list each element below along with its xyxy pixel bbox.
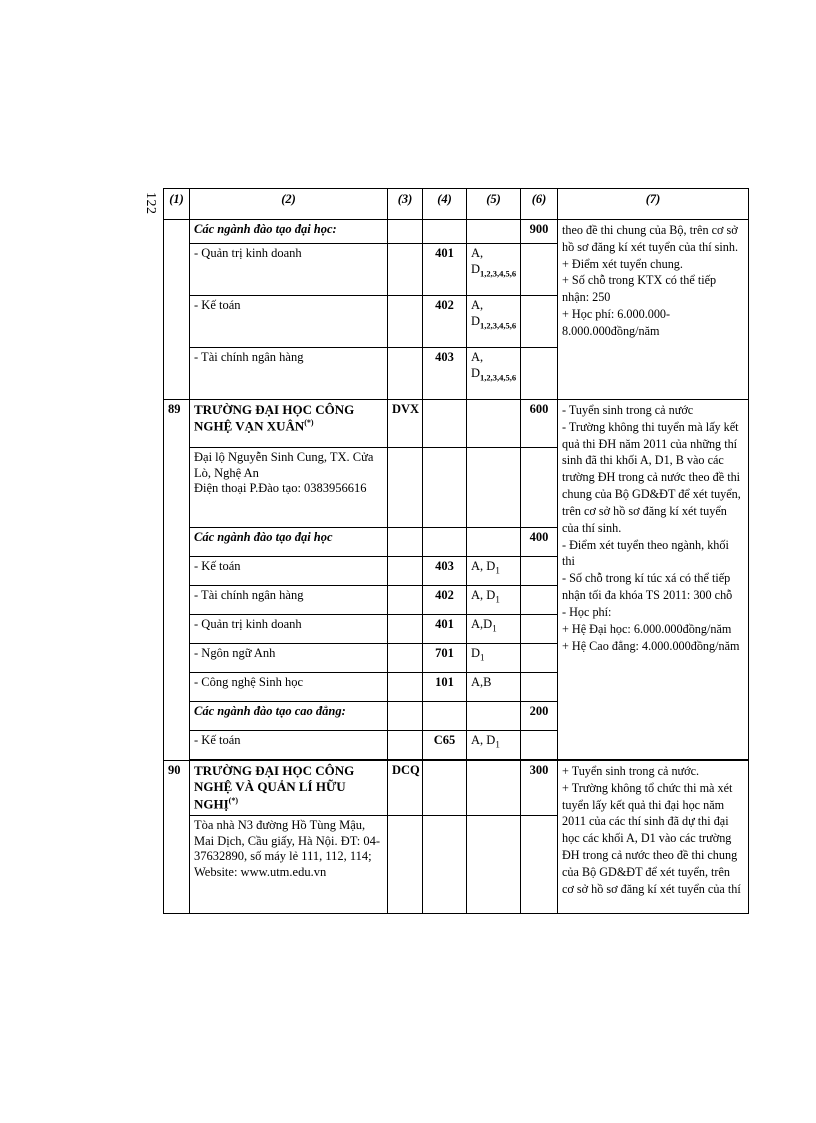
school-number: 89 bbox=[164, 400, 190, 761]
notes: theo đề thi chung của Bộ, trên cơ sở hồ sơ đăng kí xét tuyển của thí sinh. + Điểm xét tuyển chung. + Số chỗ trong KTX có thể tiếp nhận: 250 + Học phí: 6.000.000-8.000.000đồng/năm bbox=[558, 220, 749, 400]
school-quota: 600 bbox=[521, 400, 558, 448]
quota: 900 bbox=[521, 220, 558, 244]
major-name: - Kế toán bbox=[190, 296, 388, 348]
major-blocks: A, $D_1$ bbox=[467, 557, 521, 586]
school-name: TRƯỜNG ĐẠI HỌC CÔNG NGHỆ VÀ QUẢN LÍ HỮU NGHỊ(*) bbox=[190, 761, 388, 816]
school-code: DVX bbox=[388, 400, 423, 448]
major-blocks: A, $D_1$ bbox=[467, 586, 521, 615]
col-header-3: (3) bbox=[388, 189, 423, 220]
section-title: Các ngành đào tạo đại học: bbox=[190, 220, 388, 244]
major-blocks: A, $D_{1,2,3,4,5,6}$ bbox=[467, 296, 521, 348]
major-code: 402 bbox=[423, 296, 467, 348]
col-header-5: (5) bbox=[467, 189, 521, 220]
major-name: - Quản trị kinh doanh bbox=[190, 615, 388, 644]
col-header-6: (6) bbox=[521, 189, 558, 220]
quota: 200 bbox=[521, 702, 558, 731]
major-code: 403 bbox=[423, 557, 467, 586]
col-header-2: (2) bbox=[190, 189, 388, 220]
major-name: - Tài chính ngân hàng bbox=[190, 586, 388, 615]
notes: + Tuyển sinh trong cả nước. + Trường không tổ chức thi mà xét tuyển lấy kết quả thi đại học năm 2011 của các thí sinh đã dự thi đại học các khối A, D1 vào các trường ĐH trong cả nước theo đề thi chung của Bộ GD&ĐT để xét tuyển, trên cơ sở hồ sơ đăng kí xét tuyển của thí bbox=[558, 761, 749, 914]
major-code: 402 bbox=[423, 586, 467, 615]
major-name: - Ngôn ngữ Anh bbox=[190, 644, 388, 673]
major-blocks: A, $D_1$ bbox=[467, 731, 521, 760]
table-row bbox=[164, 400, 749, 448]
major-code: 401 bbox=[423, 615, 467, 644]
notes: - Tuyển sinh trong cả nước - Trường không thi tuyển mà lấy kết quả thi ĐH năm 2011 của những thí sinh đã thi khối A, D1, B vào các trường ĐH trong cả nước theo đề thi chung của Bộ GD&ĐT để xét tuyển, trên cơ sở hồ sơ đăng kí xét tuyển của thí sinh. - Điểm xét tuyển theo ngành, khối thi - Số chỗ trong kí túc xá có thể tiếp nhận tối đa khóa TS 2011: 300 chỗ - Học phí: + Hệ Đại học: 6.000.000đồng/năm + Hệ Cao đẳng: 4.000.000đồng/năm bbox=[558, 400, 749, 760]
major-name: - Tài chính ngân hàng bbox=[190, 348, 388, 400]
page-number: 122 bbox=[143, 192, 158, 215]
major-name: - Quản trị kinh doanh bbox=[190, 244, 388, 296]
major-blocks: $D_1$ bbox=[467, 644, 521, 673]
col-header-7: (7) bbox=[558, 189, 749, 220]
school-address: Đại lộ Nguyễn Sinh Cung, TX. Cửa Lò, Nghệ An Điện thoại P.Đào tạo: 0383956616 bbox=[190, 448, 388, 528]
major-blocks: A, $D_{1,2,3,4,5,6}$ bbox=[467, 244, 521, 296]
admissions-table bbox=[163, 188, 749, 914]
major-code: 403 bbox=[423, 348, 467, 400]
school-quota: 300 bbox=[521, 761, 558, 816]
school-address: Tòa nhà N3 đường Hồ Tùng Mậu, Mai Dịch, Cầu giấy, Hà Nội. ĐT: 04-37632890, số máy lẻ 111, 112, 114; Website: www.utm.edu.vn bbox=[190, 816, 388, 914]
school-code: DCQ bbox=[388, 761, 423, 816]
major-code: 401 bbox=[423, 244, 467, 296]
major-blocks: A,B bbox=[467, 673, 521, 702]
major-name: - Kế toán bbox=[190, 731, 388, 760]
col-header-4: (4) bbox=[423, 189, 467, 220]
major-code: 101 bbox=[423, 673, 467, 702]
school-name: TRƯỜNG ĐẠI HỌC CÔNG NGHỆ VẠN XUÂN(*) bbox=[190, 400, 388, 448]
table-row bbox=[164, 761, 749, 816]
major-blocks: A, $D_{1,2,3,4,5,6}$ bbox=[467, 348, 521, 400]
major-name: - Công nghệ Sinh học bbox=[190, 673, 388, 702]
table-row bbox=[164, 220, 749, 244]
quota: 400 bbox=[521, 528, 558, 557]
header-row bbox=[164, 189, 749, 220]
major-name: - Kế toán bbox=[190, 557, 388, 586]
col-header-1: (1) bbox=[164, 189, 190, 220]
section-title: Các ngành đào tạo cao đẳng: bbox=[190, 702, 388, 731]
major-blocks: $A,D_1$ bbox=[467, 615, 521, 644]
section-title: Các ngành đào tạo đại học bbox=[190, 528, 388, 557]
major-code: C65 bbox=[423, 731, 467, 760]
major-code: 701 bbox=[423, 644, 467, 673]
school-number: 90 bbox=[164, 761, 190, 914]
